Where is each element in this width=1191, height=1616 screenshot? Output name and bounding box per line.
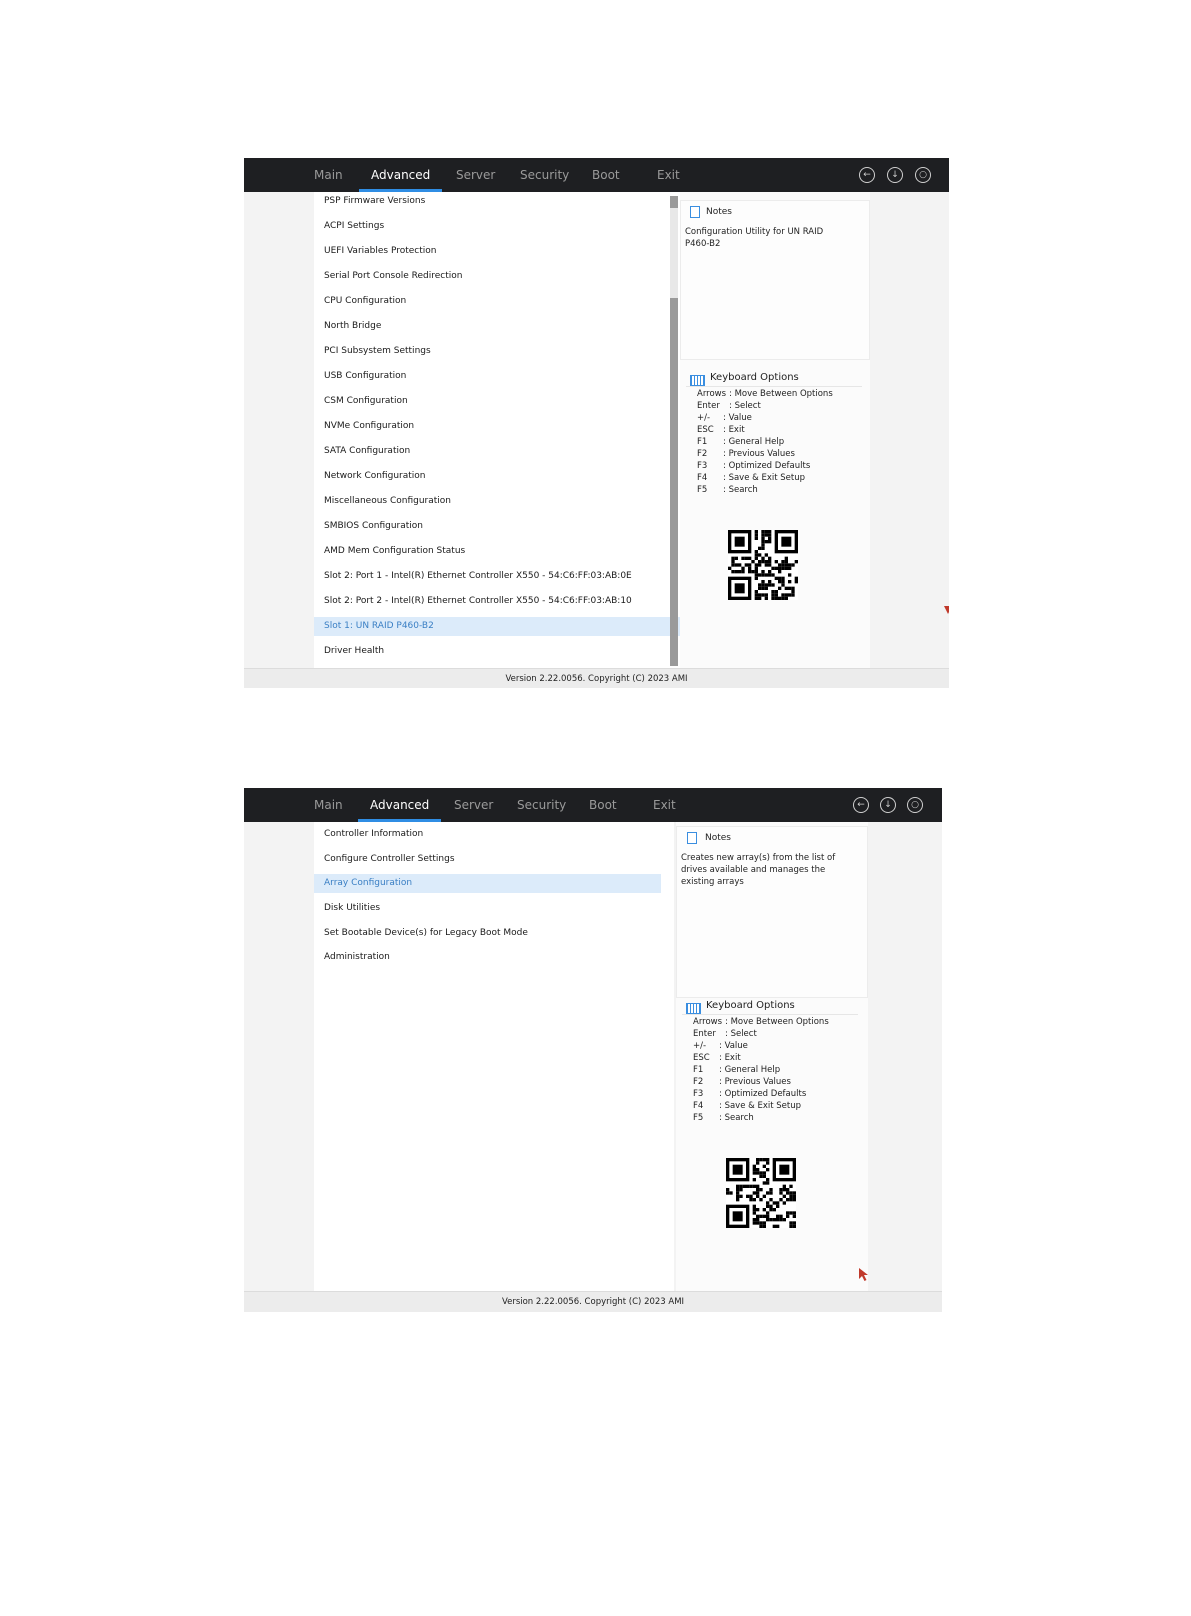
notes-title: Notes bbox=[706, 207, 732, 217]
kb-key: Enter bbox=[693, 1029, 716, 1039]
qr-code bbox=[728, 530, 798, 600]
save-icon[interactable]: ↓ bbox=[880, 797, 896, 813]
kb-desc: : Previous Values bbox=[719, 1077, 791, 1087]
menu-item-cpu-configuration[interactable]: CPU Configuration bbox=[324, 296, 407, 306]
menu-item-amd-mem-configuration-status[interactable]: AMD Mem Configuration Status bbox=[324, 546, 466, 556]
tab-security[interactable]: Security bbox=[517, 798, 567, 812]
tab-boot[interactable]: Boot bbox=[592, 168, 620, 182]
keyboard-icon bbox=[686, 1003, 701, 1014]
keyboard-options-title: Keyboard Options bbox=[706, 1000, 795, 1011]
keyboard-options-divider bbox=[686, 386, 862, 387]
notes-text: Configuration Utility for UN RAID P460-B2 bbox=[685, 227, 824, 249]
qr-code bbox=[726, 1158, 796, 1228]
kb-desc: : Search bbox=[723, 485, 758, 495]
menu-item-pci-subsystem-settings[interactable]: PCI Subsystem Settings bbox=[324, 346, 431, 356]
top-nav-bar bbox=[244, 158, 949, 192]
menu-item-smbios-configuration[interactable]: SMBIOS Configuration bbox=[324, 521, 423, 531]
kb-key: Enter bbox=[697, 401, 720, 411]
kb-desc: : Move Between Options bbox=[729, 389, 833, 399]
tab-exit[interactable]: Exit bbox=[653, 798, 676, 812]
kb-row-enter bbox=[697, 400, 857, 412]
tab-advanced[interactable]: Advanced bbox=[371, 158, 430, 192]
tab-security[interactable]: Security bbox=[520, 168, 570, 182]
menu-list bbox=[314, 192, 727, 668]
kb-desc: : Value bbox=[719, 1041, 748, 1051]
notes-box bbox=[676, 826, 868, 998]
keyboard-options-divider bbox=[682, 1014, 858, 1015]
menu-item-slot2-port1[interactable]: Slot 2: Port 1 - Intel(R) Ethernet Controller X550 - 54:C6:FF:03:AB:0E bbox=[324, 571, 632, 581]
kb-row-f5 bbox=[693, 1112, 853, 1124]
kb-desc: : Save & Exit Setup bbox=[719, 1101, 801, 1111]
kb-row-value bbox=[693, 1040, 853, 1052]
scrollbar-top-cap[interactable] bbox=[670, 196, 678, 208]
menu-item-miscellaneous-configuration[interactable]: Miscellaneous Configuration bbox=[324, 496, 451, 506]
kb-desc: : Select bbox=[729, 401, 761, 411]
kb-key: F2 bbox=[693, 1077, 704, 1087]
kb-row-arrows bbox=[697, 388, 857, 400]
kb-key: ESC bbox=[697, 425, 714, 435]
menu-item-slot2-port2[interactable]: Slot 2: Port 2 - Intel(R) Ethernet Controller X550 - 54:C6:FF:03:AB:10 bbox=[324, 596, 632, 606]
notes-title: Notes bbox=[705, 833, 731, 843]
mouse-cursor bbox=[859, 1268, 871, 1282]
notes-icon bbox=[687, 832, 697, 844]
tab-main[interactable]: Main bbox=[314, 168, 343, 182]
menu-item-controller-information[interactable]: Controller Information bbox=[324, 829, 424, 839]
menu-item-psp-firmware-versions[interactable]: PSP Firmware Versions bbox=[324, 196, 426, 206]
footer-version: Version 2.22.0056. Copyright (C) 2023 AMI bbox=[244, 1291, 942, 1312]
kb-desc: : General Help bbox=[723, 437, 785, 447]
kb-row-f4 bbox=[697, 472, 857, 484]
tab-main[interactable]: Main bbox=[314, 798, 343, 812]
kb-key: Arrows bbox=[697, 389, 727, 399]
kb-key: F5 bbox=[693, 1113, 704, 1123]
menu-scrollbar[interactable] bbox=[670, 196, 678, 666]
kb-desc: : General Help bbox=[719, 1065, 781, 1075]
search-icon[interactable]: ○ bbox=[907, 797, 923, 813]
notes-text: Creates new array(s) from the list of drives available and manages the existing arrays bbox=[681, 853, 836, 887]
scrollbar-thumb[interactable] bbox=[670, 298, 678, 666]
help-panel bbox=[680, 192, 870, 668]
kb-row-esc bbox=[697, 424, 857, 436]
menu-item-csm-configuration[interactable]: CSM Configuration bbox=[324, 396, 408, 406]
menu-item-set-bootable-devices[interactable]: Set Bootable Device(s) for Legacy Boot Mode bbox=[324, 928, 528, 938]
kb-desc: : Save & Exit Setup bbox=[723, 473, 805, 483]
kb-desc: : Exit bbox=[723, 425, 745, 435]
kb-row-f3 bbox=[697, 460, 857, 472]
kb-desc: : Optimized Defaults bbox=[719, 1089, 807, 1099]
help-panel bbox=[676, 822, 868, 1292]
keyboard-options-list bbox=[697, 388, 857, 498]
kb-key: +/- bbox=[693, 1041, 707, 1051]
menu-item-slot1-un-raid[interactable]: Slot 1: UN RAID P460-B2 bbox=[314, 617, 708, 636]
top-nav-bar bbox=[244, 788, 942, 822]
tab-advanced[interactable]: Advanced bbox=[370, 788, 429, 822]
back-icon[interactable]: ← bbox=[853, 797, 869, 813]
menu-item-sata-configuration[interactable]: SATA Configuration bbox=[324, 446, 411, 456]
kb-key: Arrows bbox=[693, 1017, 723, 1027]
menu-item-configure-controller-settings[interactable]: Configure Controller Settings bbox=[324, 854, 455, 864]
kb-row-value bbox=[697, 412, 857, 424]
kb-desc: : Search bbox=[719, 1113, 754, 1123]
kb-desc: : Select bbox=[725, 1029, 757, 1039]
footer-version: Version 2.22.0056. Copyright (C) 2023 AMI bbox=[244, 668, 949, 688]
kb-row-f1 bbox=[697, 436, 857, 448]
kb-row-f5 bbox=[697, 484, 857, 496]
tab-exit[interactable]: Exit bbox=[657, 168, 680, 182]
mouse-cursor bbox=[944, 606, 949, 616]
kb-desc: : Optimized Defaults bbox=[723, 461, 811, 471]
kb-key: F1 bbox=[697, 437, 708, 447]
kb-row-arrows bbox=[693, 1016, 853, 1028]
kb-row-f1 bbox=[693, 1064, 853, 1076]
menu-item-network-configuration[interactable]: Network Configuration bbox=[324, 471, 426, 481]
keyboard-icon bbox=[690, 375, 705, 386]
kb-row-f3 bbox=[693, 1088, 853, 1100]
kb-row-esc bbox=[693, 1052, 853, 1064]
menu-item-administration[interactable]: Administration bbox=[324, 952, 390, 962]
kb-key: F5 bbox=[697, 485, 708, 495]
kb-desc: : Value bbox=[723, 413, 752, 423]
kb-key: F3 bbox=[697, 461, 708, 471]
kb-key: +/- bbox=[697, 413, 711, 423]
kb-row-f4 bbox=[693, 1100, 853, 1112]
kb-key: ESC bbox=[693, 1053, 710, 1063]
kb-row-enter bbox=[693, 1028, 853, 1040]
kb-key: F2 bbox=[697, 449, 708, 459]
menu-item-north-bridge[interactable]: North Bridge bbox=[324, 321, 382, 331]
bios-screenshot-2 bbox=[244, 788, 942, 1312]
menu-item-driver-health[interactable]: Driver Health bbox=[324, 646, 385, 656]
menu-list bbox=[314, 822, 674, 1292]
save-icon[interactable]: ↓ bbox=[887, 167, 903, 183]
menu-item-serial-port-console-redirection[interactable]: Serial Port Console Redirection bbox=[324, 271, 463, 281]
menu-item-uefi-variables-protection[interactable]: UEFI Variables Protection bbox=[324, 246, 437, 256]
kb-key: F1 bbox=[693, 1065, 704, 1075]
menu-item-acpi-settings[interactable]: ACPI Settings bbox=[324, 221, 385, 231]
keyboard-options-title: Keyboard Options bbox=[710, 372, 799, 383]
kb-key: F4 bbox=[693, 1101, 704, 1111]
keyboard-options-list bbox=[693, 1016, 853, 1126]
tab-server[interactable]: Server bbox=[454, 798, 494, 812]
search-icon[interactable]: ○ bbox=[915, 167, 931, 183]
menu-item-disk-utilities[interactable]: Disk Utilities bbox=[324, 903, 381, 913]
kb-row-f2 bbox=[697, 448, 857, 460]
kb-desc: : Previous Values bbox=[723, 449, 795, 459]
kb-desc: : Exit bbox=[719, 1053, 741, 1063]
menu-item-array-configuration[interactable]: Array Configuration bbox=[314, 874, 661, 893]
kb-key: F4 bbox=[697, 473, 708, 483]
menu-item-nvme-configuration[interactable]: NVMe Configuration bbox=[324, 421, 415, 431]
kb-desc: : Move Between Options bbox=[725, 1017, 829, 1027]
bios-screenshot-1 bbox=[244, 158, 949, 688]
tab-boot[interactable]: Boot bbox=[589, 798, 617, 812]
back-icon[interactable]: ← bbox=[859, 167, 875, 183]
kb-key: F3 bbox=[693, 1089, 704, 1099]
menu-item-usb-configuration[interactable]: USB Configuration bbox=[324, 371, 407, 381]
notes-icon bbox=[690, 206, 700, 218]
notes-box bbox=[680, 200, 870, 360]
tab-server[interactable]: Server bbox=[456, 168, 496, 182]
kb-row-f2 bbox=[693, 1076, 853, 1088]
